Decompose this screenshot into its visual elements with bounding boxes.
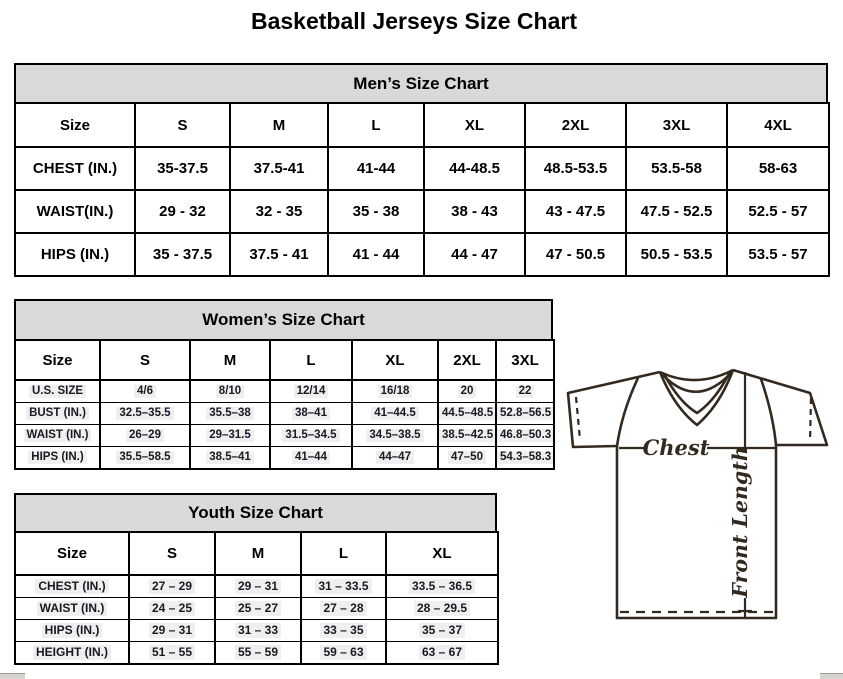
mens-table xyxy=(14,102,830,277)
cell: 41-44 xyxy=(328,147,424,190)
cell: 12/14 xyxy=(270,380,352,403)
cell: 53.5 - 57 xyxy=(727,233,829,276)
cell: 35.5–58.5 xyxy=(100,447,190,470)
row-label: WAIST (IN.) xyxy=(15,598,129,620)
jersey-collar-back-arc xyxy=(660,370,733,380)
cell: 44-48.5 xyxy=(424,147,525,190)
cell: 47 - 50.5 xyxy=(525,233,626,276)
cell: 38.5–41 xyxy=(190,447,270,470)
cell: 29 – 31 xyxy=(215,575,301,598)
mens-col-header-size: Size xyxy=(15,103,135,147)
row-label: HIPS (IN.) xyxy=(15,447,100,470)
jersey-left-seam xyxy=(617,378,638,446)
cell: 44–47 xyxy=(352,447,438,470)
cell: 58-63 xyxy=(727,147,829,190)
row-label: CHEST (IN.) xyxy=(15,147,135,190)
cell: 38–41 xyxy=(270,403,352,425)
cell: 48.5-53.5 xyxy=(525,147,626,190)
cell: 32 - 35 xyxy=(230,190,328,233)
jersey-measurement-diagram xyxy=(562,362,832,626)
cell: 33 – 35 xyxy=(301,620,386,642)
cell: 38.5–42.5 xyxy=(438,425,496,447)
row-label: BUST (IN.) xyxy=(15,403,100,425)
womens-table xyxy=(14,339,555,470)
mens-col-header-l: L xyxy=(328,103,424,147)
chest-label: Chest xyxy=(642,435,710,460)
cell: 50.5 - 53.5 xyxy=(626,233,727,276)
cell: 43 - 47.5 xyxy=(525,190,626,233)
cell: 26–29 xyxy=(100,425,190,447)
mens-col-header-m: M xyxy=(230,103,328,147)
womens-chart-title: Women’s Size Chart xyxy=(14,299,553,339)
cell: 52.5 - 57 xyxy=(727,190,829,233)
jersey-right-seam xyxy=(761,379,776,445)
womens-bust-row xyxy=(15,403,554,425)
front-length-label: Front Length xyxy=(728,446,752,598)
cell: 63 – 67 xyxy=(386,642,498,665)
cell: 16/18 xyxy=(352,380,438,403)
cell: 35 – 37 xyxy=(386,620,498,642)
mens-col-header-2xl: 2XL xyxy=(525,103,626,147)
cell: 55 – 59 xyxy=(215,642,301,665)
jersey-right-sleeve-outline xyxy=(733,370,827,445)
cell: 24 – 25 xyxy=(129,598,215,620)
youth-col-header-s: S xyxy=(129,532,215,575)
cell: 31.5–34.5 xyxy=(270,425,352,447)
mens-col-header-s: S xyxy=(135,103,230,147)
womens-waist-row xyxy=(15,425,554,447)
cell: 44.5–48.5 xyxy=(438,403,496,425)
cell: 20 xyxy=(438,380,496,403)
cell: 54.3–58.3 xyxy=(496,447,554,470)
cell: 47–50 xyxy=(438,447,496,470)
row-label: HIPS (IN.) xyxy=(15,233,135,276)
womens-header-row xyxy=(15,340,554,380)
mens-col-header-xl: XL xyxy=(424,103,525,147)
cell: 35 - 37.5 xyxy=(135,233,230,276)
cell: 35 - 38 xyxy=(328,190,424,233)
row-label: U.S. SIZE xyxy=(15,380,100,403)
right-cuff-dashed-seam xyxy=(810,398,811,442)
youth-col-header-l: L xyxy=(301,532,386,575)
youth-col-header-xl: XL xyxy=(386,532,498,575)
row-label: HIPS (IN.) xyxy=(15,620,129,642)
mens-header-row xyxy=(15,103,829,147)
womens-col-header-size: Size xyxy=(15,340,100,380)
cell: 31 – 33.5 xyxy=(301,575,386,598)
youth-chest-row xyxy=(15,575,498,598)
womens-col-header-2xl: 2XL xyxy=(438,340,496,380)
page-title: Basketball Jerseys Size Chart xyxy=(250,8,577,34)
cell: 53.5-58 xyxy=(626,147,727,190)
youth-waist-row xyxy=(15,598,498,620)
womens-col-header-xl: XL xyxy=(352,340,438,380)
cell: 38 - 43 xyxy=(424,190,525,233)
womens-col-header-m: M xyxy=(190,340,270,380)
row-label: HEIGHT (IN.) xyxy=(15,642,129,665)
cell: 52.8–56.5 xyxy=(496,403,554,425)
mens-col-header-4xl: 4XL xyxy=(727,103,829,147)
cell: 34.5–38.5 xyxy=(352,425,438,447)
jersey-collar-outer-v xyxy=(660,370,733,425)
youth-table xyxy=(14,531,499,665)
womens-col-header-3xl: 3XL xyxy=(496,340,554,380)
youth-size-chart xyxy=(14,493,497,665)
youth-height-row xyxy=(15,642,498,665)
cell: 8/10 xyxy=(190,380,270,403)
cell: 37.5 - 41 xyxy=(230,233,328,276)
left-cuff-dashed-seam xyxy=(576,397,580,440)
cell: 29 - 32 xyxy=(135,190,230,233)
cell: 35.5–38 xyxy=(190,403,270,425)
mens-waist-row xyxy=(15,190,829,233)
cell: 27 – 28 xyxy=(301,598,386,620)
youth-col-header-m: M xyxy=(215,532,301,575)
cell: 35-37.5 xyxy=(135,147,230,190)
row-label: WAIST(IN.) xyxy=(15,190,135,233)
cell: 47.5 - 52.5 xyxy=(626,190,727,233)
cell: 22 xyxy=(496,380,554,403)
cell: 37.5-41 xyxy=(230,147,328,190)
mens-size-chart xyxy=(14,63,828,277)
cell: 32.5–35.5 xyxy=(100,403,190,425)
womens-hips-row xyxy=(15,447,554,470)
mens-chest-row xyxy=(15,147,829,190)
cell: 28 – 29.5 xyxy=(386,598,498,620)
cell: 4/6 xyxy=(100,380,190,403)
cell: 44 - 47 xyxy=(424,233,525,276)
cell: 27 – 29 xyxy=(129,575,215,598)
womens-col-header-l: L xyxy=(270,340,352,380)
cell: 33.5 – 36.5 xyxy=(386,575,498,598)
youth-header-row xyxy=(15,532,498,575)
horizontal-scrollbar-left-fragment[interactable] xyxy=(0,673,25,679)
cell: 41–44 xyxy=(270,447,352,470)
womens-col-header-s: S xyxy=(100,340,190,380)
youth-hips-row xyxy=(15,620,498,642)
womens-ussize-row xyxy=(15,380,554,403)
cell: 31 – 33 xyxy=(215,620,301,642)
cell: 25 – 27 xyxy=(215,598,301,620)
mens-hips-row xyxy=(15,233,829,276)
cell: 29–31.5 xyxy=(190,425,270,447)
youth-col-header-size: Size xyxy=(15,532,129,575)
cell: 41–44.5 xyxy=(352,403,438,425)
row-label: WAIST (IN.) xyxy=(15,425,100,447)
row-label: CHEST (IN.) xyxy=(15,575,129,598)
mens-chart-title: Men’s Size Chart xyxy=(14,63,828,102)
horizontal-scrollbar-right-fragment[interactable] xyxy=(820,673,843,679)
cell: 29 – 31 xyxy=(129,620,215,642)
cell: 59 – 63 xyxy=(301,642,386,665)
mens-col-header-3xl: 3XL xyxy=(626,103,727,147)
cell: 41 - 44 xyxy=(328,233,424,276)
youth-chart-title: Youth Size Chart xyxy=(14,493,497,531)
womens-size-chart xyxy=(14,299,553,470)
cell: 51 – 55 xyxy=(129,642,215,665)
cell: 46.8–50.3 xyxy=(496,425,554,447)
